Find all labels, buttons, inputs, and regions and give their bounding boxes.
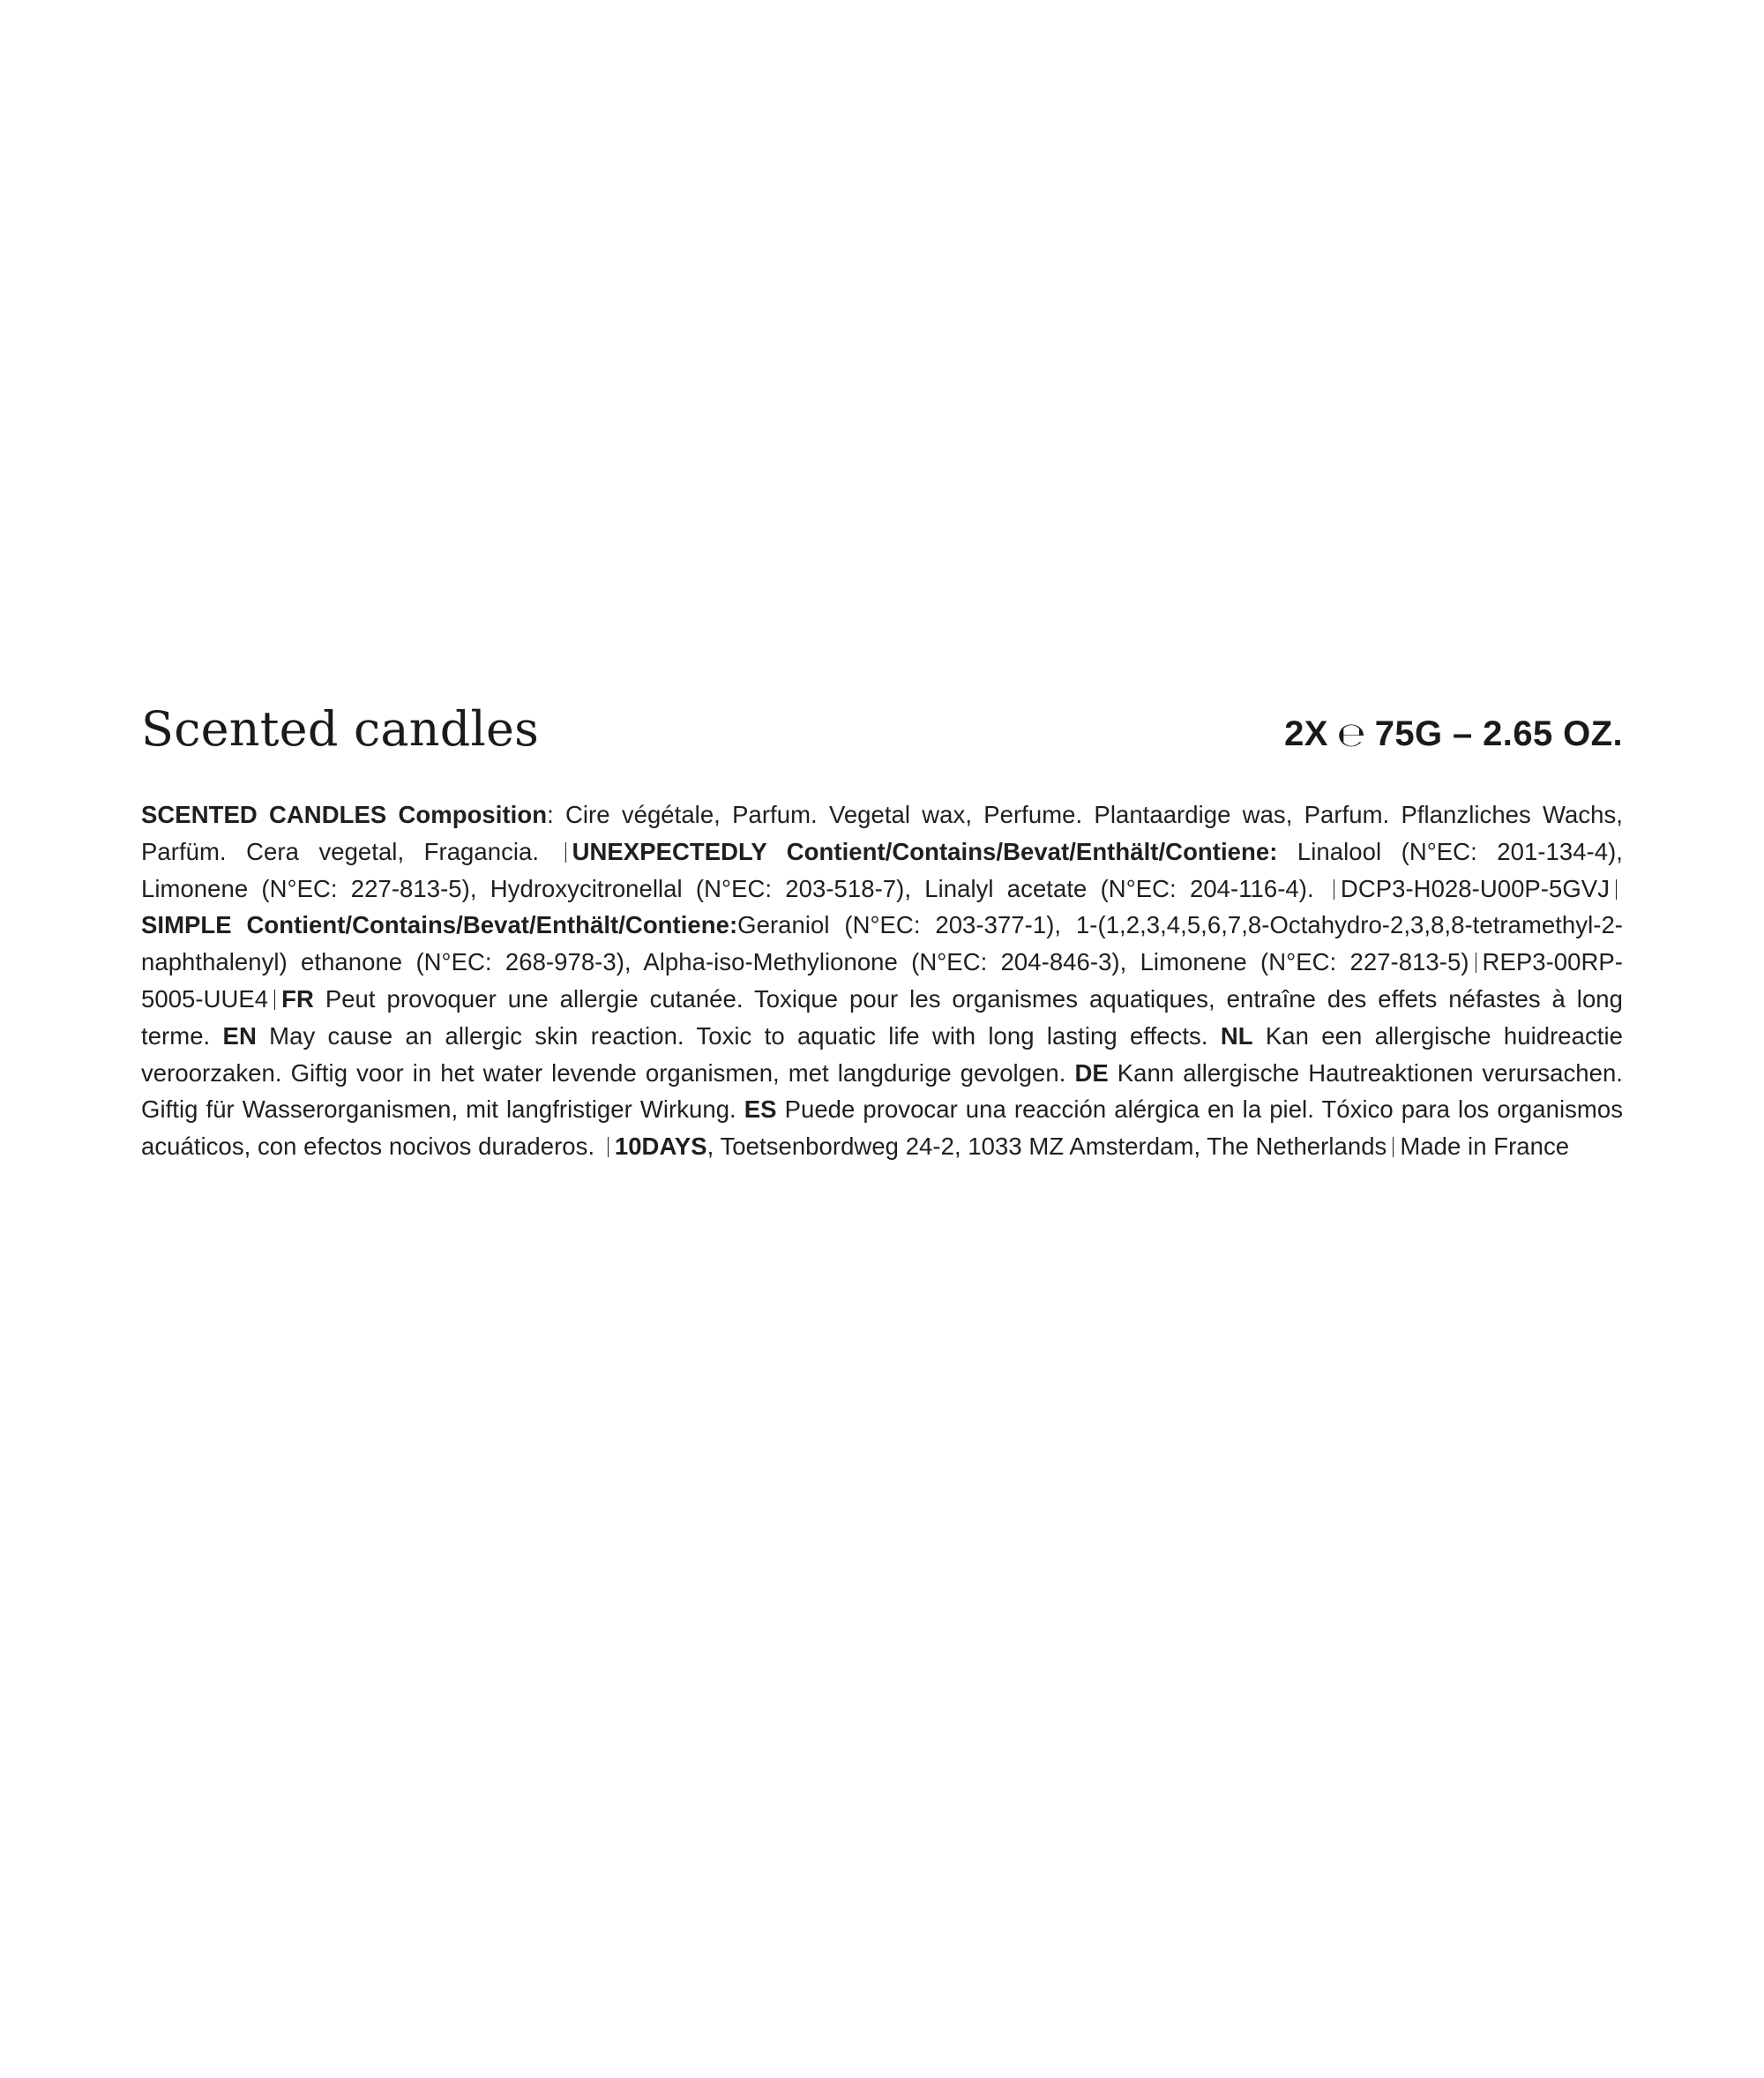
simple-heading: SIMPLE Contient/Contains/Bevat/Enthält/Contiene: [141, 911, 738, 939]
quantity-weight-value: 75G – 2.65 OZ. [1374, 714, 1623, 753]
simple-text: Geraniol (N°EC: 203-377-1), 1-(1,2,3,4,5,6,7,8-Octahydro-2,3,8,8-tetramethyl-2-naphthalenyl) ethanone (N°EC: 268-978-3), Alpha-iso-Methylionone (N°EC: 204-846-3), Limonene (N°EC: 227-813-5) [141, 911, 1623, 976]
divider [1616, 879, 1617, 900]
divider [565, 842, 566, 863]
ingredients-paragraph [141, 796, 1623, 1165]
warning-es-text: Puede provocar una reacción alérgica en la piel. Tóxico para los organismos acuáticos, con efectos nocivos duraderos. [141, 1095, 1624, 1161]
divider [608, 1137, 609, 1157]
warning-fr-label: FR [281, 984, 314, 1013]
product-label [141, 701, 1624, 1165]
batch-code-1: DCP3-H028-U00P-5GVJ [1340, 874, 1610, 902]
warning-en-text: May cause an allergic skin reaction. Toxic to aquatic life with long lasting effects. [256, 1021, 1221, 1050]
quantity-weight [1284, 714, 1623, 754]
label-header [141, 701, 1623, 770]
composition-text: : Cire végétale, Parfum. Vegetal wax, Perfume. Plantaardige was, Parfum. Pflanzliches Wachs, Parfüm. Cera vegetal, Fragancia. [141, 801, 1623, 865]
warning-de-text: Kann allergische Hautreaktionen verursachen. Giftig für Wasserorganismen, mit langfristiger Wirkung. [141, 1058, 1623, 1124]
brand-address: , Toetsenbordweg 24-2, 1033 MZ Amsterdam, The Netherlands [706, 1132, 1387, 1161]
warning-en-label: EN [222, 1021, 257, 1050]
brand-name: 10DAYS [614, 1132, 707, 1161]
estimated-sign-icon: ℮ [1336, 715, 1366, 754]
page-title: Scented candles [141, 701, 540, 757]
country-of-origin: Made in France [1400, 1132, 1570, 1161]
warning-fr-text: Peut provoquer une allergie cutanée. Toxique pour les organismes aquatiques, entraîne des effets néfastes à long terme. [141, 984, 1623, 1050]
divider [274, 990, 275, 1010]
quantity-count: 2X [1284, 714, 1328, 753]
warning-nl-text: Kan een allergische huidreactie veroorzaken. Giftig voor in het water levende organismen, met langdurige gevolgen. [141, 1021, 1623, 1087]
warning-nl-label: NL [1220, 1021, 1253, 1050]
batch-code-2: REP3-00RP-5005-UUE4 [141, 948, 1623, 1013]
unexpectedly-text: Linalool (N°EC: 201-134-4), Limonene (N°EC: 227-813-5), Hydroxycitronellal (N°EC: 203-518-7), Linalyl acetate (N°EC: 204-116-4). [141, 837, 1623, 902]
unexpectedly-heading: UNEXPECTEDLY Contient/Contains/Bevat/Enthält/Contiene: [572, 837, 1278, 865]
warning-de-label: DE [1074, 1058, 1109, 1087]
composition-heading: SCENTED CANDLES Composition [141, 801, 548, 828]
divider [1393, 1137, 1394, 1157]
warning-es-label: ES [744, 1095, 777, 1124]
